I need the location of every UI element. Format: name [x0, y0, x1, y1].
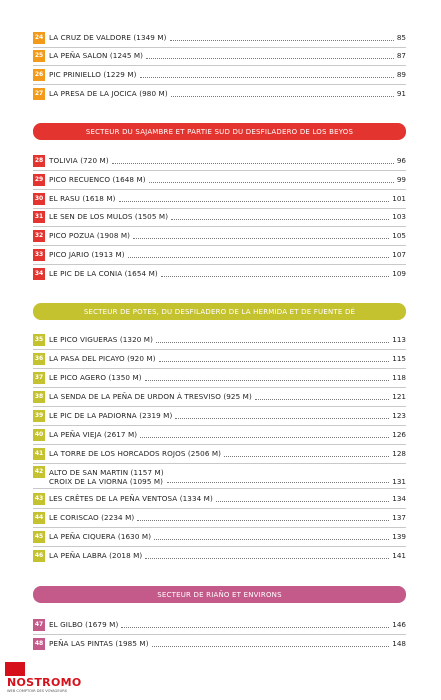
entry-title: LA PEÑA VIEJA (2617 M): [49, 429, 138, 439]
entry-number: 45: [33, 531, 45, 543]
entry-page: 107: [392, 249, 406, 259]
dot-leader: [140, 76, 394, 78]
entry-number: 26: [33, 69, 45, 81]
toc-entry[interactable]: [33, 351, 406, 366]
entry-page: 134: [392, 493, 406, 503]
entry-number: 33: [33, 249, 45, 261]
dot-leader: [156, 341, 389, 343]
entry-title: LE PIC DE LA CONIA (1654 M): [49, 268, 158, 278]
toc-entry[interactable]: [33, 332, 406, 347]
entry-title: PICO JARIO (1913 M): [49, 249, 125, 259]
entry-title: LE PICO AGERO (1350 M): [49, 372, 142, 382]
divider: [33, 84, 406, 85]
entry-number: 31: [33, 211, 45, 223]
dot-leader: [152, 645, 390, 647]
logo-mark-icon: [5, 662, 25, 676]
dot-leader: [159, 360, 390, 362]
entry-page: 131: [392, 477, 406, 486]
entry-title: EL RASU (1618 M): [49, 193, 116, 203]
dot-leader: [161, 275, 390, 277]
dot-leader: [145, 557, 389, 559]
entry-title: TOLIVIA (720 M): [49, 155, 109, 165]
dot-leader: [224, 455, 389, 457]
entry-page: 105: [392, 230, 406, 240]
entry-page: 115: [392, 353, 406, 363]
divider: [33, 406, 406, 407]
divider: [33, 245, 406, 246]
entry-number: 47: [33, 619, 45, 631]
dot-leader: [255, 398, 389, 400]
divider: [33, 65, 406, 66]
toc-entry[interactable]: [33, 529, 406, 544]
toc-entry[interactable]: [33, 510, 406, 525]
entry-number: 37: [33, 372, 45, 384]
dot-leader: [112, 162, 394, 164]
entry-title: LA CRUZ DE VALDORE (1349 M): [49, 32, 167, 42]
entry-number: 27: [33, 88, 45, 100]
toc-entry[interactable]: [33, 548, 406, 563]
entry-title: LE PICO VIGUERAS (1320 M): [49, 334, 154, 344]
entry-page: 137: [392, 512, 406, 522]
toc-entry[interactable]: [33, 465, 406, 487]
dot-leader: [171, 95, 394, 97]
toc-entry[interactable]: [33, 389, 406, 404]
divider: [33, 463, 406, 464]
toc-entry[interactable]: [33, 636, 406, 651]
entry-title: LA SENDA DE LA PEÑA DE URDON À TRESVISO (925 M): [49, 391, 252, 401]
entry-page: 89: [396, 69, 406, 79]
toc-entry[interactable]: [33, 617, 406, 632]
entry-title: LA PEÑA CIQUERA (1630 M): [49, 531, 152, 541]
entry-page: 146: [392, 619, 406, 629]
divider: [33, 425, 406, 426]
dot-leader: [119, 200, 390, 202]
divider: [33, 170, 406, 171]
entry-number: 48: [33, 638, 45, 650]
entry-page: 109: [392, 268, 406, 278]
entry-number: 34: [33, 268, 45, 280]
divider: [33, 189, 406, 190]
divider: [33, 508, 406, 509]
entry-title: PICO RECUENCO (1648 M): [49, 174, 146, 184]
dot-leader: [140, 436, 389, 438]
divider: [33, 488, 406, 489]
dot-leader: [128, 256, 390, 258]
entry-page: 99: [396, 174, 406, 184]
entry-number: 41: [33, 448, 45, 460]
entry-page: 141: [392, 550, 406, 560]
toc-entry[interactable]: [33, 48, 406, 63]
entry-title: ALTO DE SAN MARTIN (1157 M) CROIX DE LA VIORNA (1095 M): [49, 468, 164, 486]
toc-entry[interactable]: [33, 247, 406, 262]
toc-entry[interactable]: [33, 228, 406, 243]
entry-number: 46: [33, 550, 45, 562]
entry-title: LA PEÑA SALON (1245 M): [49, 50, 144, 60]
entry-number: 40: [33, 429, 45, 441]
entry-number: 30: [33, 193, 45, 205]
entry-page: 139: [392, 531, 406, 541]
divider: [33, 387, 406, 388]
toc-entry[interactable]: [33, 30, 406, 45]
dot-leader: [133, 237, 389, 239]
entry-page: 113: [392, 334, 406, 344]
entry-number: 35: [33, 334, 45, 346]
section-banner: SECTEUR DE POTES, DU DESFILADERO DE LA HERMIDA ET DE FUENTE DÉ: [33, 303, 406, 320]
entry-page: 123: [392, 410, 406, 420]
entry-page: 91: [396, 88, 406, 98]
dot-leader: [170, 39, 394, 41]
toc-entry[interactable]: [33, 446, 406, 461]
entry-title: LE PIC DE LA PADIORNA (2319 M): [49, 410, 173, 420]
entry-title: PIC PRINIELLO (1229 M): [49, 69, 137, 79]
dot-leader: [137, 519, 389, 521]
entry-page: 148: [392, 638, 406, 648]
entry-title: PEÑA LAS PINTAS (1985 M): [49, 638, 149, 648]
entry-number: 36: [33, 353, 45, 365]
toc-entry[interactable]: [33, 172, 406, 187]
entry-page: 128: [392, 448, 406, 458]
divider: [33, 226, 406, 227]
toc-entry[interactable]: [33, 266, 406, 281]
entry-number: 38: [33, 391, 45, 403]
entry-title: LE SEN DE LOS MULOS (1505 M): [49, 211, 169, 221]
dot-leader: [145, 379, 390, 381]
entry-number: 29: [33, 174, 45, 186]
divider: [33, 368, 406, 369]
entry-page: 96: [396, 155, 406, 165]
entry-title: LA PEÑA LABRA (2018 M): [49, 550, 143, 560]
entry-page: 118: [392, 372, 406, 382]
entry-title: LES CRÊTES DE LA PEÑA VENTOSA (1334 M): [49, 493, 213, 503]
entry-number: 44: [33, 512, 45, 524]
divider: [33, 264, 406, 265]
section-banner: SECTEUR DU SAJAMBRE ET PARTIE SUD DU DESFILADERO DE LOS BEYOS: [33, 123, 406, 140]
entry-title: LA PRESA DE LA JOCICA (980 M): [49, 88, 168, 98]
entry-title: LE CORISCAO (2234 M): [49, 512, 135, 522]
dot-leader: [154, 538, 389, 540]
divider: [33, 349, 406, 350]
dot-leader: [146, 57, 394, 59]
entry-page: 126: [392, 429, 406, 439]
entry-number: 25: [33, 50, 45, 62]
entry-title: LA TORRE DE LOS HORCADOS ROJOS (2506 M): [49, 448, 222, 458]
toc-entry[interactable]: [33, 408, 406, 423]
entry-page: 121: [392, 391, 406, 401]
entry-number: 39: [33, 410, 45, 422]
dot-leader: [175, 417, 389, 419]
entry-number: 28: [33, 155, 45, 167]
dot-leader: [149, 181, 394, 183]
toc-entry[interactable]: [33, 153, 406, 168]
entry-page: 85: [396, 32, 406, 42]
divider: [33, 527, 406, 528]
dot-leader: [171, 218, 389, 220]
toc-entry[interactable]: [33, 191, 406, 206]
section-banner: SECTEUR DE RIAÑO ET ENVIRONS: [33, 586, 406, 603]
entry-number: 32: [33, 230, 45, 242]
entry-number: 42: [33, 466, 45, 478]
entry-page: 87: [396, 50, 406, 60]
toc-entry[interactable]: [33, 370, 406, 385]
toc-entry[interactable]: [33, 67, 406, 82]
dot-leader: [121, 626, 389, 628]
divider: [33, 634, 406, 635]
nostromo-logo: [5, 662, 82, 696]
toc-entry[interactable]: [33, 86, 406, 101]
entry-page: 101: [392, 193, 406, 203]
divider: [33, 546, 406, 547]
toc-entry[interactable]: [33, 209, 406, 224]
dot-leader: [216, 500, 389, 502]
divider: [33, 444, 406, 445]
entry-page: 103: [392, 211, 406, 221]
entry-number: 24: [33, 32, 45, 44]
logo-tagline: WEB COMPTOIR DES VOYAGEURS: [7, 689, 68, 693]
entry-number: 43: [33, 493, 45, 505]
logo-name: NOSTROMO: [7, 676, 82, 689]
dot-leader: [167, 481, 390, 483]
toc-entry[interactable]: [33, 427, 406, 442]
entry-title: EL GILBO (1679 M): [49, 619, 119, 629]
entry-title: PICO POZUA (1908 M): [49, 230, 131, 240]
entry-title: LA PASA DEL PICAYO (920 M): [49, 353, 156, 363]
toc-entry[interactable]: [33, 491, 406, 506]
